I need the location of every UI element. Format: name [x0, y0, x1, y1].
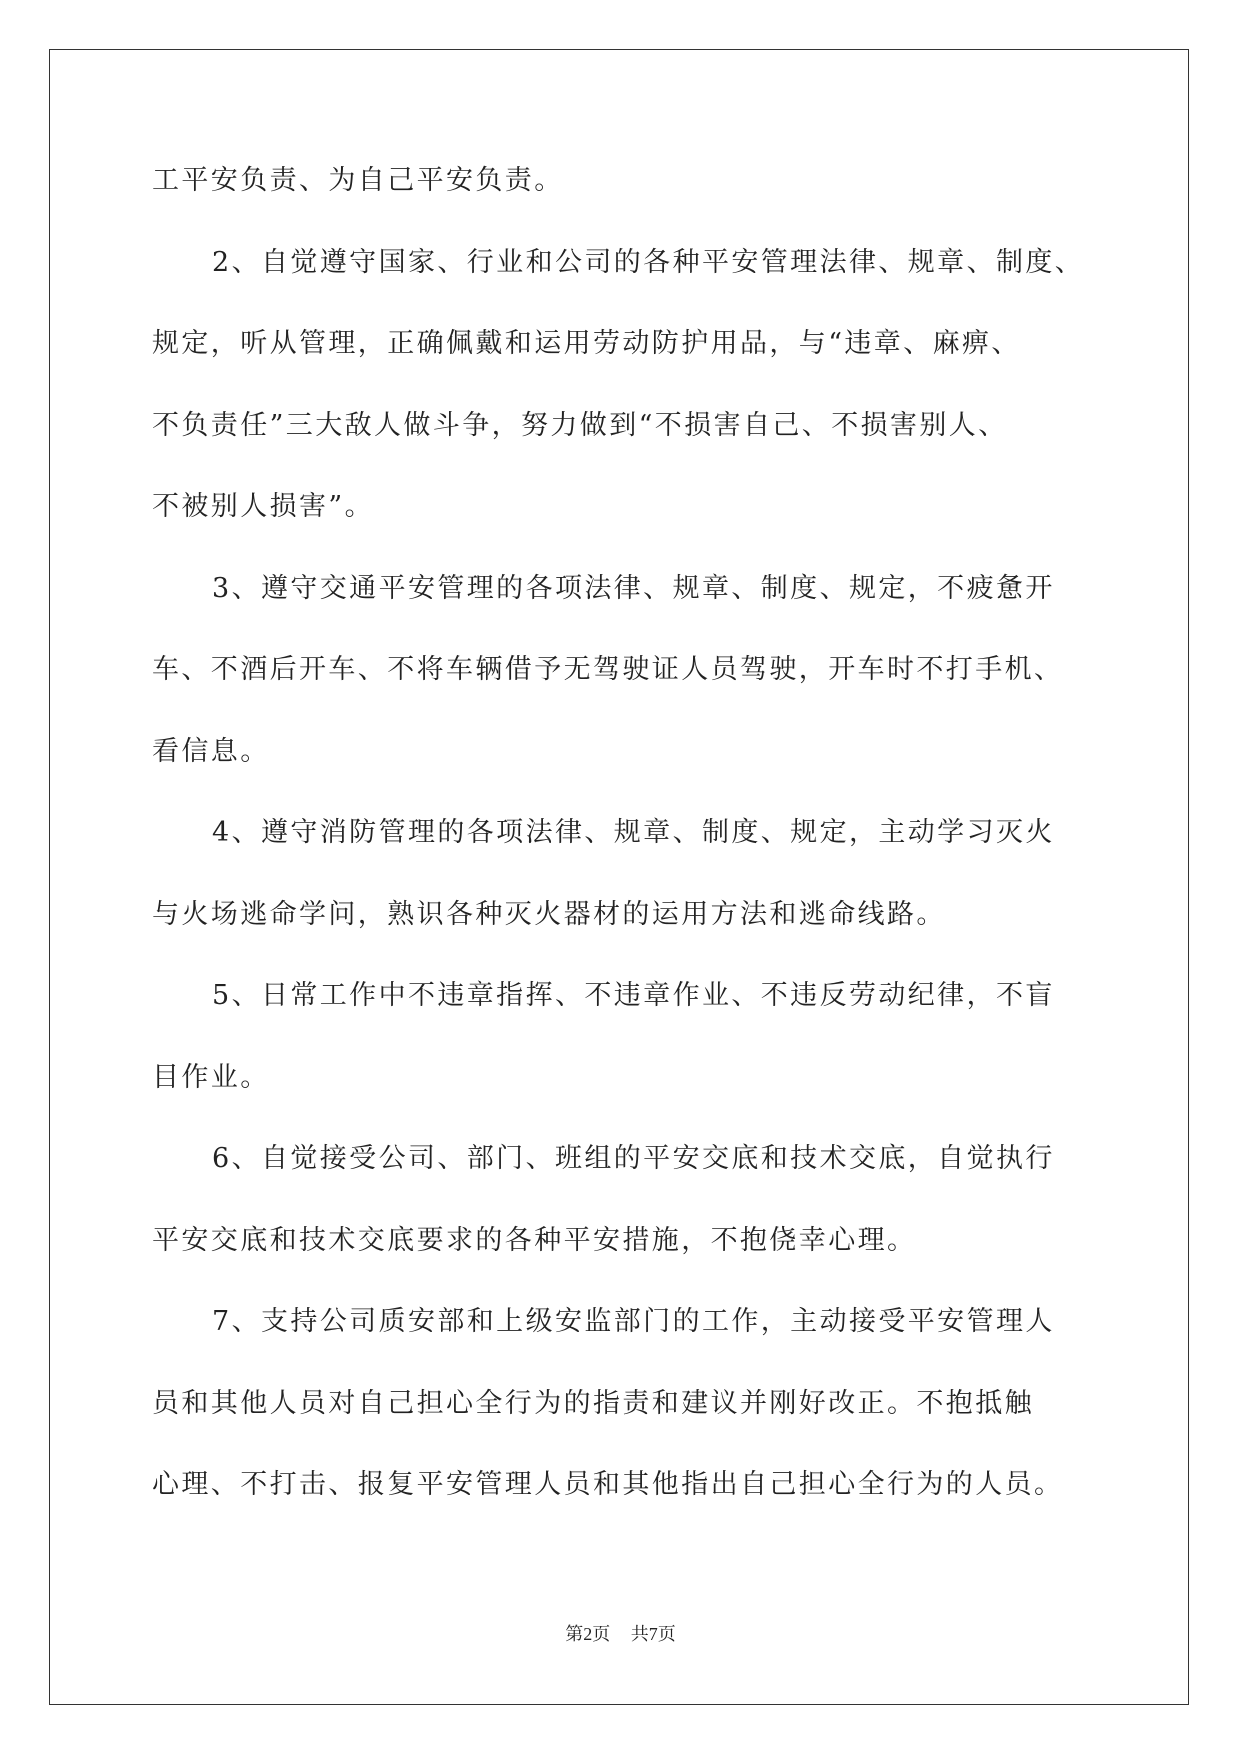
text-line: 员和其他人员对自己担心全行为的指责和建议并刚好改正。不抱抵触 [152, 1387, 1034, 1419]
text-line: 3、遵守交通平安管理的各项法律、规章、制度、规定，不疲惫开 [212, 572, 1055, 604]
total-pages: 共7页 [630, 1624, 676, 1644]
text-line: 工平安负责、为自己平安负责。 [152, 165, 564, 196]
document-body [152, 140, 1092, 1526]
text-line: 4、遵守消防管理的各项法律、规章、制度、规定，主动学习灭火 [212, 817, 1055, 848]
text-line: 车、不酒后开车、不将车辆借予无驾驶证人员驾驶，开车时不打手机、 [152, 654, 1064, 685]
text-line: 6、自觉接受公司、部门、班组的平安交底和技术交底，自觉执行 [212, 1143, 1055, 1174]
text-line: 5、日常工作中不违章指挥、不违章作业、不违反劳动纪律，不盲 [212, 980, 1055, 1011]
text-line: 7、支持公司质安部和上级安监部门的工作，主动接受平安管理人 [212, 1306, 1055, 1337]
current-page-number: 第2页 [565, 1624, 611, 1644]
text-line: 与火场逃命学问，熟识各种灭火器材的运用方法和逃命线路。 [152, 898, 946, 930]
text-line: 规定，听从管理，正确佩戴和运用劳动防护用品，与“违章、麻痹、 [152, 328, 1021, 359]
text-line: 不负责任”三大敌人做斗争，努力做到“不损害自己、不损害别人、 [152, 409, 1008, 441]
page-footer [0, 1620, 1241, 1646]
text-line: 看信息。 [152, 735, 270, 767]
text-line: 目作业。 [152, 1061, 270, 1093]
text-line: 心理、不打击、报复平安管理人员和其他指出自己担心全行为的人员。 [152, 1469, 1064, 1500]
text-line: 平安交底和技术交底要求的各种平安措施，不抱侥幸心理。 [152, 1224, 917, 1256]
text-line: 2、自觉遵守国家、行业和公司的各种平安管理法律、规章、制度、 [212, 246, 1085, 278]
text-line: 不被别人损害”。 [152, 491, 375, 522]
